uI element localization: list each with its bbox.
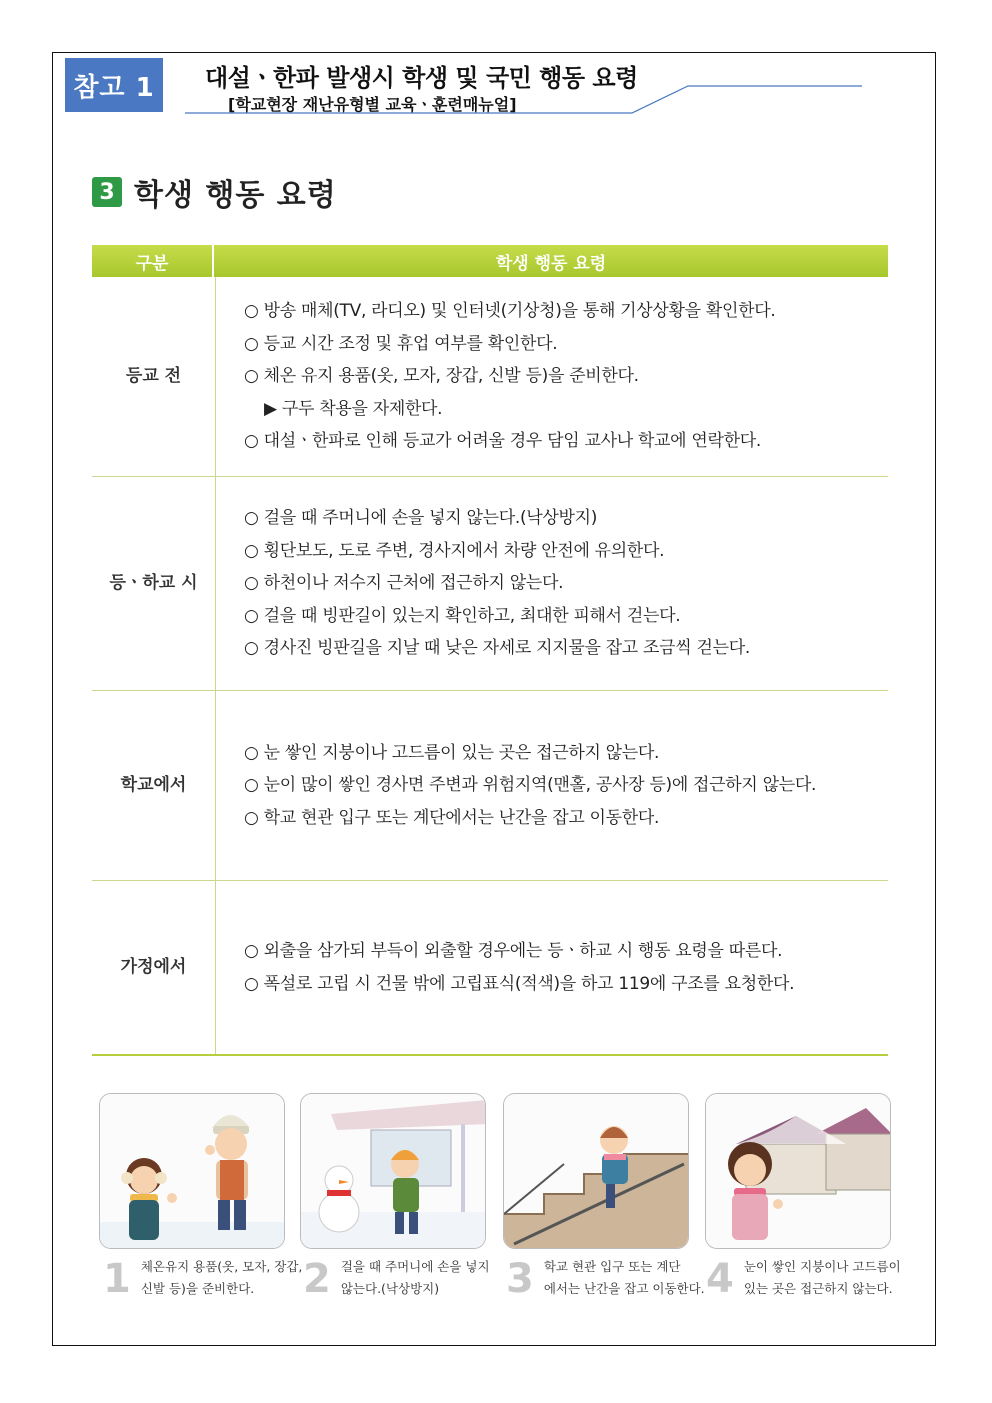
list-subitem: ▶ 구두 착용을 자제한다. [264,398,443,419]
caption-line: 있는 곳은 접근하지 않는다. [743,1281,893,1296]
list-item: ○ 눈이 많이 쌓인 경사면 주변과 위험지역(맨홀, 공사장 등)에 접근하지 않는다. [244,775,817,796]
caption-number: 3 [506,1256,534,1302]
list-item: ○ 외출을 삼가되 부득이 외출할 경우에는 등ㆍ하교 시 행동 요령을 따른다. [244,941,783,961]
table-row-before-school [92,277,888,477]
caption-number: 4 [706,1256,734,1302]
caption-3 [506,1257,705,1301]
table-header [92,245,888,277]
caption-line: 않는다.(낙상방지) [340,1281,440,1296]
row-label-line: 가정 [120,956,154,977]
row-label-line: 에서 [153,956,187,977]
row-items [216,691,888,880]
list-item: ○ 등교 시간 조정 및 휴업 여부를 확인한다. [244,333,558,354]
list-item: ○ 방송 매체(TV, 라디오) 및 인터넷(기상청)을 통해 기상상황을 확인한다. [244,301,776,322]
illustration-roof-icicles [705,1093,891,1249]
header-category: 구분 [92,245,214,277]
snowy-roof-icicles-image [706,1094,891,1249]
caption-2 [303,1257,490,1301]
illustration-warm-clothes [99,1093,285,1249]
caption-1 [103,1257,302,1301]
caption-text [744,1256,901,1300]
child-walking-snow-image [301,1094,486,1249]
caption-text [544,1256,705,1300]
caption-line: 신발 등)을 준비한다. [140,1281,255,1296]
section-heading [92,170,337,214]
row-label: 등ㆍ하교 시 [92,477,216,690]
header-guidelines: 학생 행동 요령 [495,253,607,274]
list-item: ○ 경사진 빙판길을 지날 때 낮은 자세로 지지물을 잡고 조금씩 걷는다. [244,638,750,659]
list-item: ○ 폭설로 고립 시 건물 밖에 고립표식(적색)을 하고 119에 구조를 요청한다. [244,973,795,994]
row-label [92,691,216,880]
list-item: ○ 하천이나 저수지 근처에 접근하지 않는다. [244,573,564,594]
caption-line: 에서는 난간을 잡고 이동한다. [543,1281,705,1296]
list-item: ○ 걸을 때 빙판길이 있는지 확인하고, 최대한 피해서 걷는다. [244,605,681,626]
document-subtitle: [학교현장 재난유형별 교육ㆍ훈련매뉴얼] [228,95,517,114]
caption-line: 눈이 쌓인 지붕이나 고드름이 [743,1259,901,1274]
list-item: ○ 눈 쌓인 지붕이나 고드름이 있는 곳은 접근하지 않는다. [244,742,660,763]
list-item: ○ 체온 유지 용품(옷, 모자, 장갑, 신발 등)을 준비한다. [244,366,639,387]
caption-line: 학교 현관 입구 또는 계단 [543,1259,681,1274]
caption-line: 걸을 때 주머니에 손을 넣지 [340,1259,490,1274]
caption-4 [706,1257,901,1301]
list-item: ○ 학교 현관 입구 또는 계단에서는 난간을 잡고 이동한다. [244,807,660,828]
stairs-handrail-image [504,1094,689,1249]
row-items [216,477,888,690]
caption-text [341,1256,490,1300]
children-winter-clothes-image [100,1094,285,1249]
row-items [216,881,888,1054]
table-row-at-home [92,881,888,1056]
illustration-stair-rail [503,1093,689,1249]
row-label-line: 에서 [153,774,187,795]
row-label [92,881,216,1054]
row-items [216,277,888,476]
list-item: ○ 대설ㆍ한파로 인해 등교가 어려울 경우 담임 교사나 학교에 연락한다. [244,431,761,452]
row-label-line: 학교 [120,774,154,795]
table-row-commute [92,477,888,691]
caption-line: 체온유지 용품(옷, 모자, 장갑, [140,1259,303,1274]
caption-text [141,1256,303,1300]
document-title: 대설ㆍ한파 발생시 학생 및 국민 행동 요령 [205,64,638,92]
row-label: 등교 전 [92,277,216,476]
section-title: 학생 행동 요령 [134,178,337,213]
list-item: ○ 걸을 때 주머니에 손을 넣지 않는다.(낙상방지) [244,508,598,529]
section-number: 3 [92,177,122,207]
caption-number: 1 [103,1256,131,1302]
caption-number: 2 [303,1256,331,1302]
table-row-at-school [92,691,888,881]
behavior-table [92,245,888,1056]
reference-badge: 참고 1 [65,58,163,112]
list-item: ○ 횡단보도, 도로 주변, 경사지에서 차량 안전에 유의한다. [244,540,665,561]
illustration-hands-out [300,1093,486,1249]
